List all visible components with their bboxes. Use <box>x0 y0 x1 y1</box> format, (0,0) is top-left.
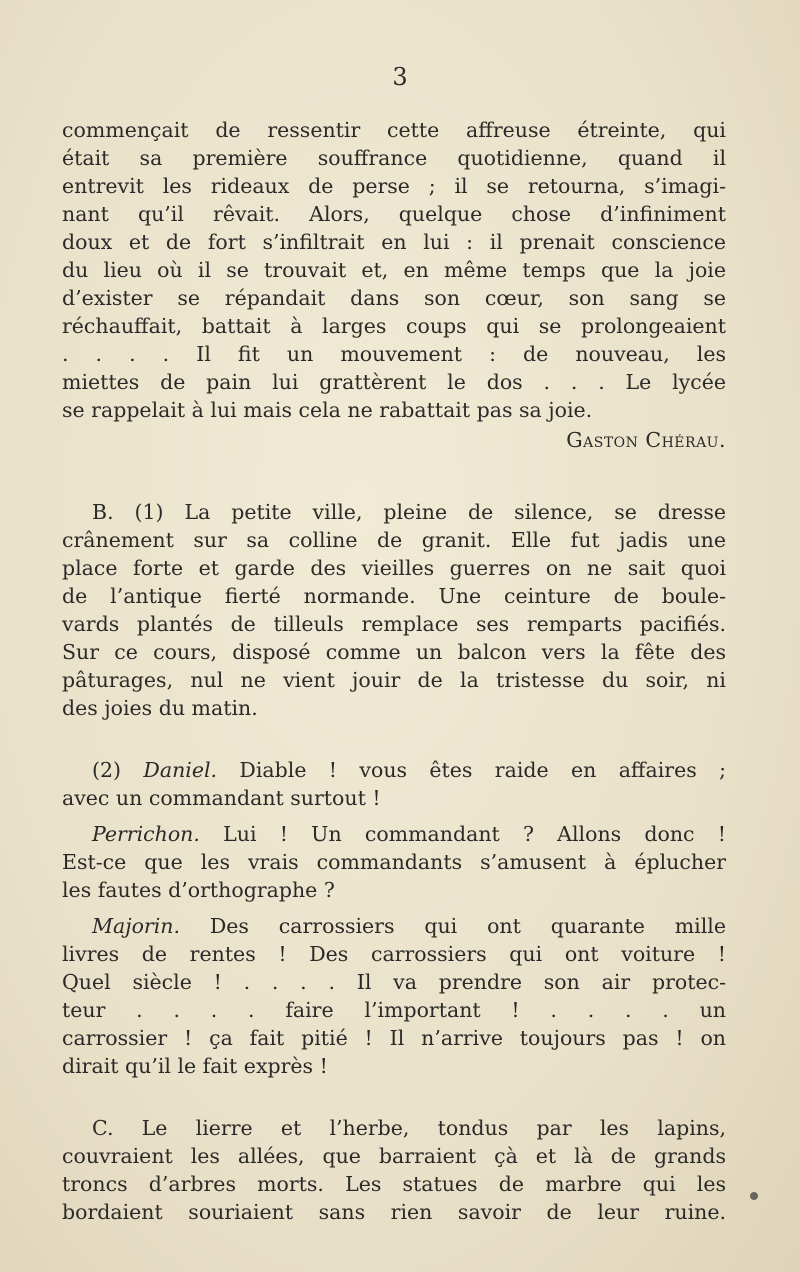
dialogue-line: Quel siècle ! . . . . Il va prendre son air protec- <box>62 970 726 994</box>
text-line: C. Le lierre et l’herbe, tondus par les lapins, <box>92 1116 726 1140</box>
page-number: 3 <box>392 63 408 91</box>
dialogue-perrichon <box>62 820 726 904</box>
dialogue-text: Des carrossiers qui ont quarante mille <box>209 914 726 938</box>
text-line: doux et de fort s’infiltrait en lui : il prenait conscience <box>62 230 726 254</box>
dialogue-line: dirait qu’il le fait exprès ! <box>62 1054 328 1078</box>
dialogue-line: avec un commandant surtout ! <box>62 786 381 810</box>
text-line: crânement sur sa colline de granit. Elle fut jadis une <box>62 528 726 552</box>
text-line: commençait de ressentir cette affreuse étreinte, qui <box>62 118 726 142</box>
author-signature: Gaston Chérau. <box>566 428 726 452</box>
dialogue-line: les fautes d’orthographe ? <box>62 878 335 902</box>
dialogue-line <box>62 912 726 940</box>
dialogue-line: livres de rentes ! Des carrossiers qui ont voiture ! <box>62 942 726 966</box>
text-line: nant qu’il rêvait. Alors, quelque chose d’infiniment <box>62 202 726 226</box>
text-line: d’exister se répandait dans son cœur, son sang se <box>62 286 726 310</box>
dialogue-daniel <box>62 756 726 812</box>
text-line: troncs d’arbres morts. Les statues de marbre qui les <box>62 1172 726 1196</box>
ink-spot <box>750 1192 758 1200</box>
text-line: miettes de pain lui grattèrent le dos . . . Le lycée <box>62 370 726 394</box>
dialogue-line: teur . . . . faire l’important ! . . . . un <box>62 998 726 1022</box>
text-line: réchauffait, battait à larges coups qui se prolongeaient <box>62 314 726 338</box>
section-number: (2) <box>92 758 122 782</box>
text-line: place forte et garde des vieilles guerres on ne sait quoi <box>62 556 726 580</box>
text-line: du lieu où il se trouvait et, en même temps que la joie <box>62 258 726 282</box>
text-line: entrevit les rideaux de perse ; il se retourna, s’imagi- <box>62 174 726 198</box>
dialogue-majorin <box>62 912 726 1080</box>
text-line: . . . . Il fit un mouvement : de nouveau, les <box>62 342 726 366</box>
text-line: de l’antique fierté normande. Une ceinture de boule- <box>62 584 726 608</box>
text-line: était sa première souffrance quotidienne, quand il <box>62 146 726 170</box>
speaker-name: Perrichon. <box>92 822 200 846</box>
dialogue-text: Lui ! Un commandant ? Allons donc ! <box>223 822 726 846</box>
text-line: se rappelait à lui mais cela ne rabattait pas sa joie. <box>62 398 593 422</box>
speaker-name: Daniel. <box>143 758 218 782</box>
section-b-paragraph <box>62 498 726 722</box>
text-line: B. (1) La petite ville, pleine de silence, se dresse <box>92 500 726 524</box>
page-content <box>62 116 726 1226</box>
speaker-name: Majorin. <box>92 914 180 938</box>
text-line: Sur ce cours, disposé comme un balcon vers la fête des <box>62 640 726 664</box>
text-line: bordaient souriaient sans rien savoir de leur ruine. <box>62 1200 726 1224</box>
text-line: vards plantés de tilleuls remplace ses remparts pacifiés. <box>62 612 726 636</box>
section-a-paragraph <box>62 116 726 454</box>
dialogue-line <box>62 820 726 848</box>
dialogue-line: Est-ce que les vrais commandants s’amusent à éplucher <box>62 850 726 874</box>
text-line: des joies du matin. <box>62 696 258 720</box>
section-c-paragraph <box>62 1114 726 1226</box>
dialogue-line <box>62 756 726 784</box>
dialogue-line: carrossier ! ça fait pitié ! Il n’arrive toujours pas ! on <box>62 1026 726 1050</box>
text-line: pâturages, nul ne vient jouir de la tristesse du soir, ni <box>62 668 726 692</box>
text-line: couvraient les allées, que barraient çà et là de grands <box>62 1144 726 1168</box>
dialogue-text: Diable ! vous êtes raide en affaires ; <box>239 758 726 782</box>
